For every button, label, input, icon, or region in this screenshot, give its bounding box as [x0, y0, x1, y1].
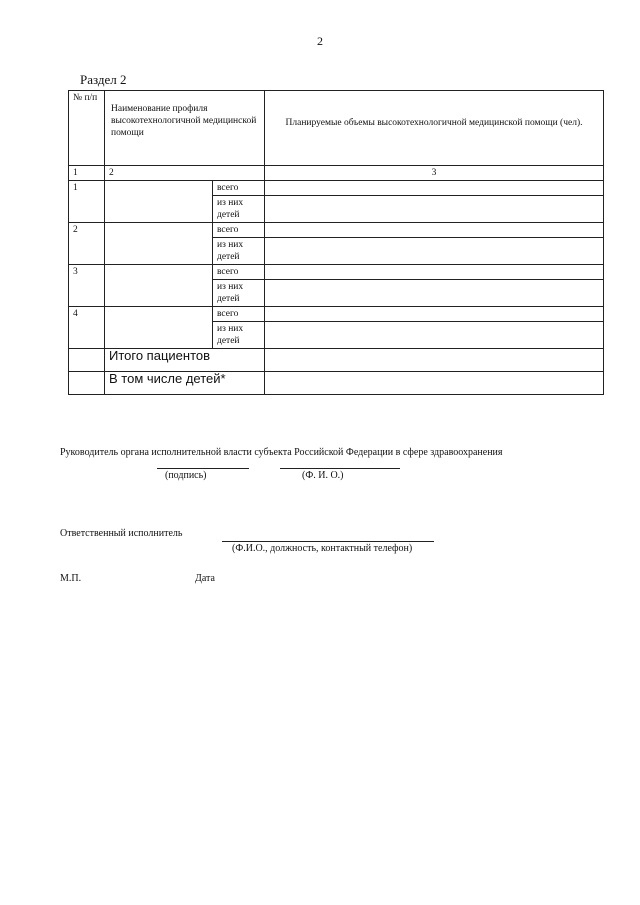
column-index: 2 — [105, 166, 265, 181]
executor-caption: (Ф.И.О., должность, контактный телефон) — [232, 543, 413, 554]
value-cell[interactable] — [265, 265, 604, 280]
header-name: Наименование профиля высокотехнологичной медицинской помощи — [105, 91, 265, 166]
stamp-label: М.П. — [60, 573, 82, 584]
value-cell[interactable] — [265, 238, 604, 265]
table-row — [69, 223, 604, 238]
value-cell[interactable] — [265, 181, 604, 196]
profile-name-cell[interactable] — [105, 307, 213, 349]
row-number: 3 — [69, 265, 105, 307]
date-label: Дата — [195, 573, 215, 584]
column-index-row — [69, 166, 604, 181]
row-label-all: всего — [213, 307, 265, 322]
row-label-kids: из них детей — [213, 196, 265, 223]
header-num: № п/п — [69, 91, 105, 166]
row-number: 2 — [69, 223, 105, 265]
total-patients-label: Итого пациентов — [105, 349, 265, 372]
row-label-all: всего — [213, 223, 265, 238]
profile-name-cell[interactable] — [105, 265, 213, 307]
value-cell[interactable] — [265, 223, 604, 238]
row-label-kids: из них детей — [213, 280, 265, 307]
including-children-row — [69, 372, 604, 395]
table-row — [69, 265, 604, 280]
table-row — [69, 181, 604, 196]
value-cell[interactable] — [265, 280, 604, 307]
executor-label: Ответственный исполнитель — [60, 528, 183, 539]
row-label-all: всего — [213, 265, 265, 280]
row-label-all: всего — [213, 181, 265, 196]
total-value-cell[interactable] — [265, 349, 604, 372]
value-cell[interactable] — [265, 322, 604, 349]
column-index: 1 — [69, 166, 105, 181]
head-of-authority-text: Руководитель органа исполнительной власти субъекта Российской Федерации в сфере здравоохранения — [60, 447, 503, 458]
row-number: 1 — [69, 181, 105, 223]
empty-cell — [69, 349, 105, 372]
table-row — [69, 307, 604, 322]
children-value-cell[interactable] — [265, 372, 604, 395]
signature-line[interactable] — [157, 468, 249, 469]
row-label-kids: из них детей — [213, 238, 265, 265]
row-label-kids: из них детей — [213, 322, 265, 349]
including-children-label: В том числе детей* — [105, 372, 265, 395]
table-header-row — [69, 91, 604, 166]
section-title: Раздел 2 — [80, 72, 127, 87]
value-cell[interactable] — [265, 196, 604, 223]
fio-line[interactable] — [280, 468, 400, 469]
profile-name-cell[interactable] — [105, 223, 213, 265]
column-index: 3 — [265, 166, 604, 181]
value-cell[interactable] — [265, 307, 604, 322]
row-number: 4 — [69, 307, 105, 349]
header-volume: Планируемые объемы высокотехнологичной медицинской помощи (чел). — [265, 91, 604, 166]
page-number: 2 — [317, 34, 323, 48]
volumes-table — [68, 90, 604, 395]
empty-cell — [69, 372, 105, 395]
executor-line[interactable] — [222, 541, 434, 542]
signature-caption: (подпись) — [165, 470, 207, 481]
total-patients-row — [69, 349, 604, 372]
fio-caption: (Ф. И. О.) — [302, 470, 344, 481]
profile-name-cell[interactable] — [105, 181, 213, 223]
